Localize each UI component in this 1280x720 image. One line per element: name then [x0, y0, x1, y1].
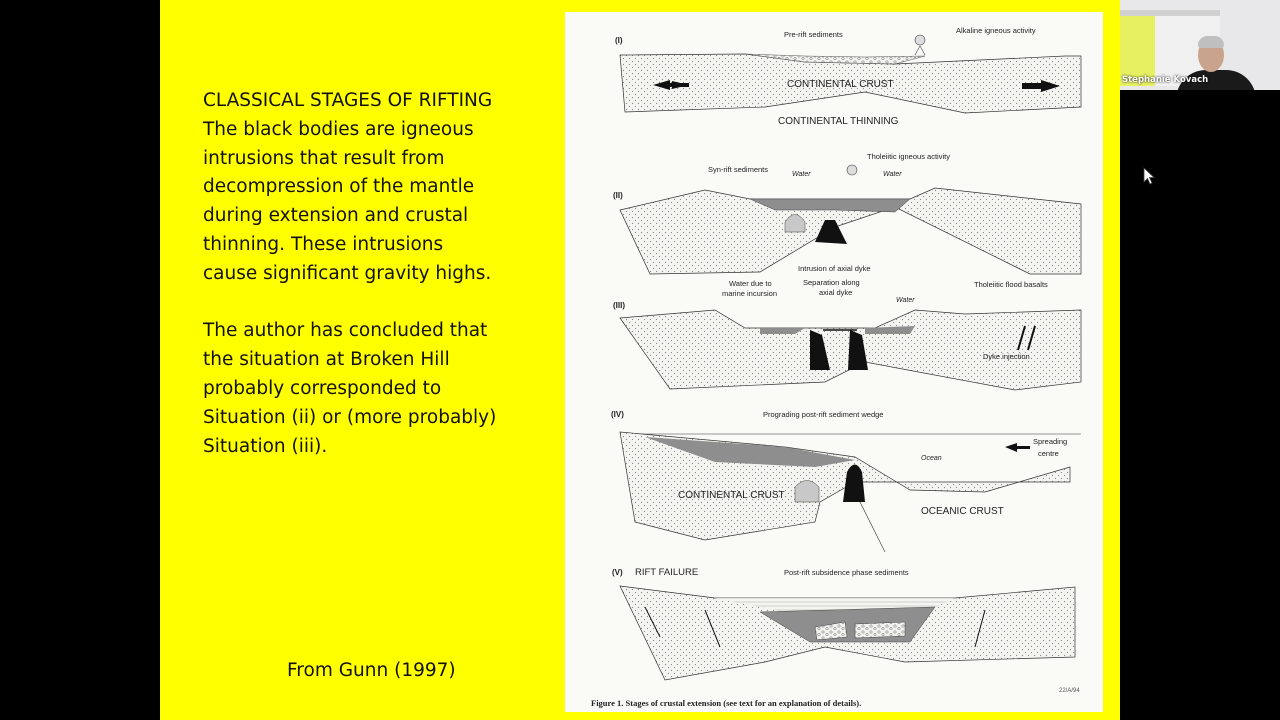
slide-text-line: during extension and crustal [203, 205, 469, 227]
paragraph-spacer [203, 289, 543, 318]
svg-text:centre: centre [1038, 449, 1059, 458]
rifting-stages-figure [565, 12, 1103, 712]
svg-text:Water due to: Water due to [729, 279, 772, 288]
participant-name: Stephanie Kovach [1122, 75, 1209, 85]
slide-text-line: thinning. These intrusions [203, 233, 444, 255]
svg-text:Syn-rift sediments: Syn-rift sediments [708, 165, 769, 174]
slide-text-line: intrusions that result from [203, 147, 445, 169]
svg-text:RIFT FAILURE: RIFT FAILURE [635, 567, 699, 578]
svg-text:Tholeiitic flood basalts: Tholeiitic flood basalts [974, 280, 1048, 289]
participant-hair [1198, 36, 1224, 48]
svg-text:marine incursion: marine incursion [722, 289, 778, 298]
svg-text:(III): (III) [613, 301, 625, 310]
svg-text:Dyke injection: Dyke injection [983, 352, 1030, 361]
conclusion-line: Situation (ii) or (more probably) [203, 406, 497, 428]
mouse-pointer-icon [1143, 167, 1157, 187]
svg-text:CONTINENTAL CRUST: CONTINENTAL CRUST [787, 79, 894, 90]
svg-text:(II): (II) [613, 191, 623, 200]
svg-text:OCEANIC CRUST: OCEANIC CRUST [921, 506, 1004, 517]
svg-text:(I): (I) [615, 36, 623, 45]
presentation-slide [160, 0, 1120, 720]
svg-text:(V): (V) [612, 568, 623, 577]
svg-text:(IV): (IV) [611, 410, 624, 419]
slide-body-text [203, 87, 543, 461]
conclusion-line: probably corresponded to [203, 377, 442, 399]
svg-text:Separation along: Separation along [803, 278, 860, 287]
conclusion-line: Situation (iii). [203, 435, 328, 457]
svg-text:Tholeiitic igneous activity: Tholeiitic igneous activity [867, 152, 950, 161]
svg-text:Spreading: Spreading [1033, 437, 1068, 446]
svg-text:Post-rift subsidence phase sed: Post-rift subsidence phase sediments [784, 568, 909, 577]
svg-text:Ocean: Ocean [921, 455, 942, 462]
figure-code: 22/A/94 [1059, 688, 1080, 694]
svg-text:Water: Water [883, 171, 902, 178]
slide-text-line: The black bodies are igneous [203, 118, 474, 140]
slide-text-line: cause significant gravity highs. [203, 262, 492, 284]
slide-heading: CLASSICAL STAGES OF RIFTING [203, 90, 493, 111]
svg-text:Alkaline igneous activity: Alkaline igneous activity [956, 26, 1036, 35]
svg-text:Pre-rift sediments: Pre-rift sediments [784, 30, 843, 39]
conclusion-line: The author has concluded that [203, 320, 488, 342]
svg-text:Water: Water [896, 297, 915, 304]
slide-text-line: decompression of the mantle [203, 176, 475, 198]
figure-diagram [565, 12, 1103, 712]
conclusion-line: the situation at Broken Hill [203, 349, 450, 371]
svg-text:CONTINENTAL THINNING: CONTINENTAL THINNING [778, 116, 899, 127]
participant-video-tile[interactable] [1120, 0, 1280, 90]
svg-text:axial dyke: axial dyke [819, 288, 853, 297]
svg-text:Water: Water [792, 171, 811, 178]
svg-text:Intrusion of axial dyke: Intrusion of axial dyke [798, 264, 871, 273]
figure-caption: Figure 1. Stages of crustal extension (see text for an explanation of details). [591, 698, 862, 708]
svg-text:CONTINENTAL CRUST: CONTINENTAL CRUST [678, 490, 785, 501]
svg-text:Prograding post-rift sediment: Prograding post-rift sediment wedge [763, 410, 884, 419]
citation: From Gunn (1997) [287, 660, 456, 681]
